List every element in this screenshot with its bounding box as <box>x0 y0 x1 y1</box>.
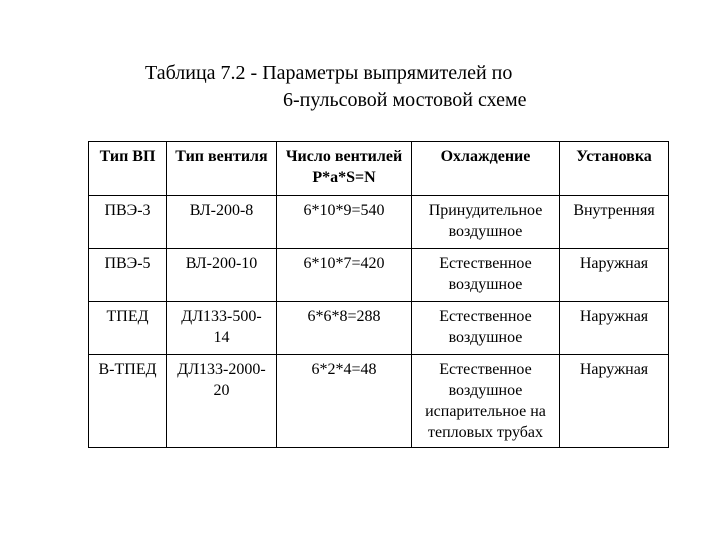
cell-line: ПВЭ-3 <box>104 202 151 219</box>
cell-line: 6*10*9=540 <box>303 202 385 219</box>
cell-line: Наружная <box>579 361 649 378</box>
table-row <box>89 249 669 302</box>
table-cell <box>277 196 412 249</box>
table-cell <box>277 302 412 355</box>
table-cell <box>412 355 560 448</box>
cell-line: Наружная <box>579 255 649 272</box>
cell-line: тепловых трубах <box>428 424 543 441</box>
cell-line: ДЛ133-2000- <box>177 361 266 378</box>
table-caption-line-2: 6-пульсовой мостовой схеме <box>283 89 527 111</box>
cell-line: воздушное <box>448 276 523 293</box>
table-cell <box>167 355 277 448</box>
header-cell <box>277 142 412 196</box>
header-line: Охлаждение <box>440 148 531 165</box>
table-cell <box>560 249 669 302</box>
cell-line: 14 <box>213 329 230 346</box>
cell-line: Естественное <box>439 255 532 272</box>
cell-line: Естественное <box>439 361 532 378</box>
table-cell <box>89 302 167 355</box>
header-line: Тип ВП <box>99 148 156 165</box>
header-cell <box>89 142 167 196</box>
header-line: Число вентилей <box>285 148 403 165</box>
table-cell <box>277 355 412 448</box>
table-cell <box>277 249 412 302</box>
table-cell <box>89 355 167 448</box>
table-row <box>89 355 669 448</box>
header-line: P*a*S=N <box>312 169 376 186</box>
cell-line: Естественное <box>439 308 532 325</box>
table-cell <box>167 302 277 355</box>
table-cell <box>412 302 560 355</box>
cell-line: испарительное на <box>425 403 546 420</box>
table-header-row <box>89 142 669 196</box>
table-cell <box>560 302 669 355</box>
table-cell <box>412 196 560 249</box>
cell-line: 6*10*7=420 <box>303 255 385 272</box>
cell-line: В-ТПЕД <box>98 361 157 378</box>
cell-line: ДЛ133-500- <box>181 308 262 325</box>
table-cell <box>167 249 277 302</box>
header-cell <box>560 142 669 196</box>
table-cell <box>412 249 560 302</box>
table-caption-line-1: Таблица 7.2 - Параметры выпрямителей по <box>145 62 513 84</box>
cell-line: воздушное <box>448 382 523 399</box>
cell-line: ПВЭ-5 <box>104 255 151 272</box>
cell-line: Принудительное <box>428 202 543 219</box>
table-cell <box>89 196 167 249</box>
header-cell <box>412 142 560 196</box>
cell-line: ВЛ-200-10 <box>185 255 258 272</box>
cell-line: воздушное <box>448 223 523 240</box>
header-cell <box>167 142 277 196</box>
cell-line: ВЛ-200-8 <box>189 202 254 219</box>
cell-line: 6*6*8=288 <box>307 308 381 325</box>
rectifier-parameters-table <box>88 141 669 448</box>
table-cell <box>167 196 277 249</box>
cell-line: ТПЕД <box>106 308 149 325</box>
cell-line: Наружная <box>579 308 649 325</box>
cell-line: воздушное <box>448 329 523 346</box>
table-row <box>89 302 669 355</box>
table-row <box>89 196 669 249</box>
table-cell <box>89 249 167 302</box>
header-line: Тип вентиля <box>175 148 268 165</box>
table-cell <box>560 196 669 249</box>
cell-line: 6*2*4=48 <box>311 361 377 378</box>
cell-line: 20 <box>213 382 230 399</box>
table-cell <box>560 355 669 448</box>
header-line: Установка <box>576 148 652 165</box>
cell-line: Внутренняя <box>573 202 655 219</box>
